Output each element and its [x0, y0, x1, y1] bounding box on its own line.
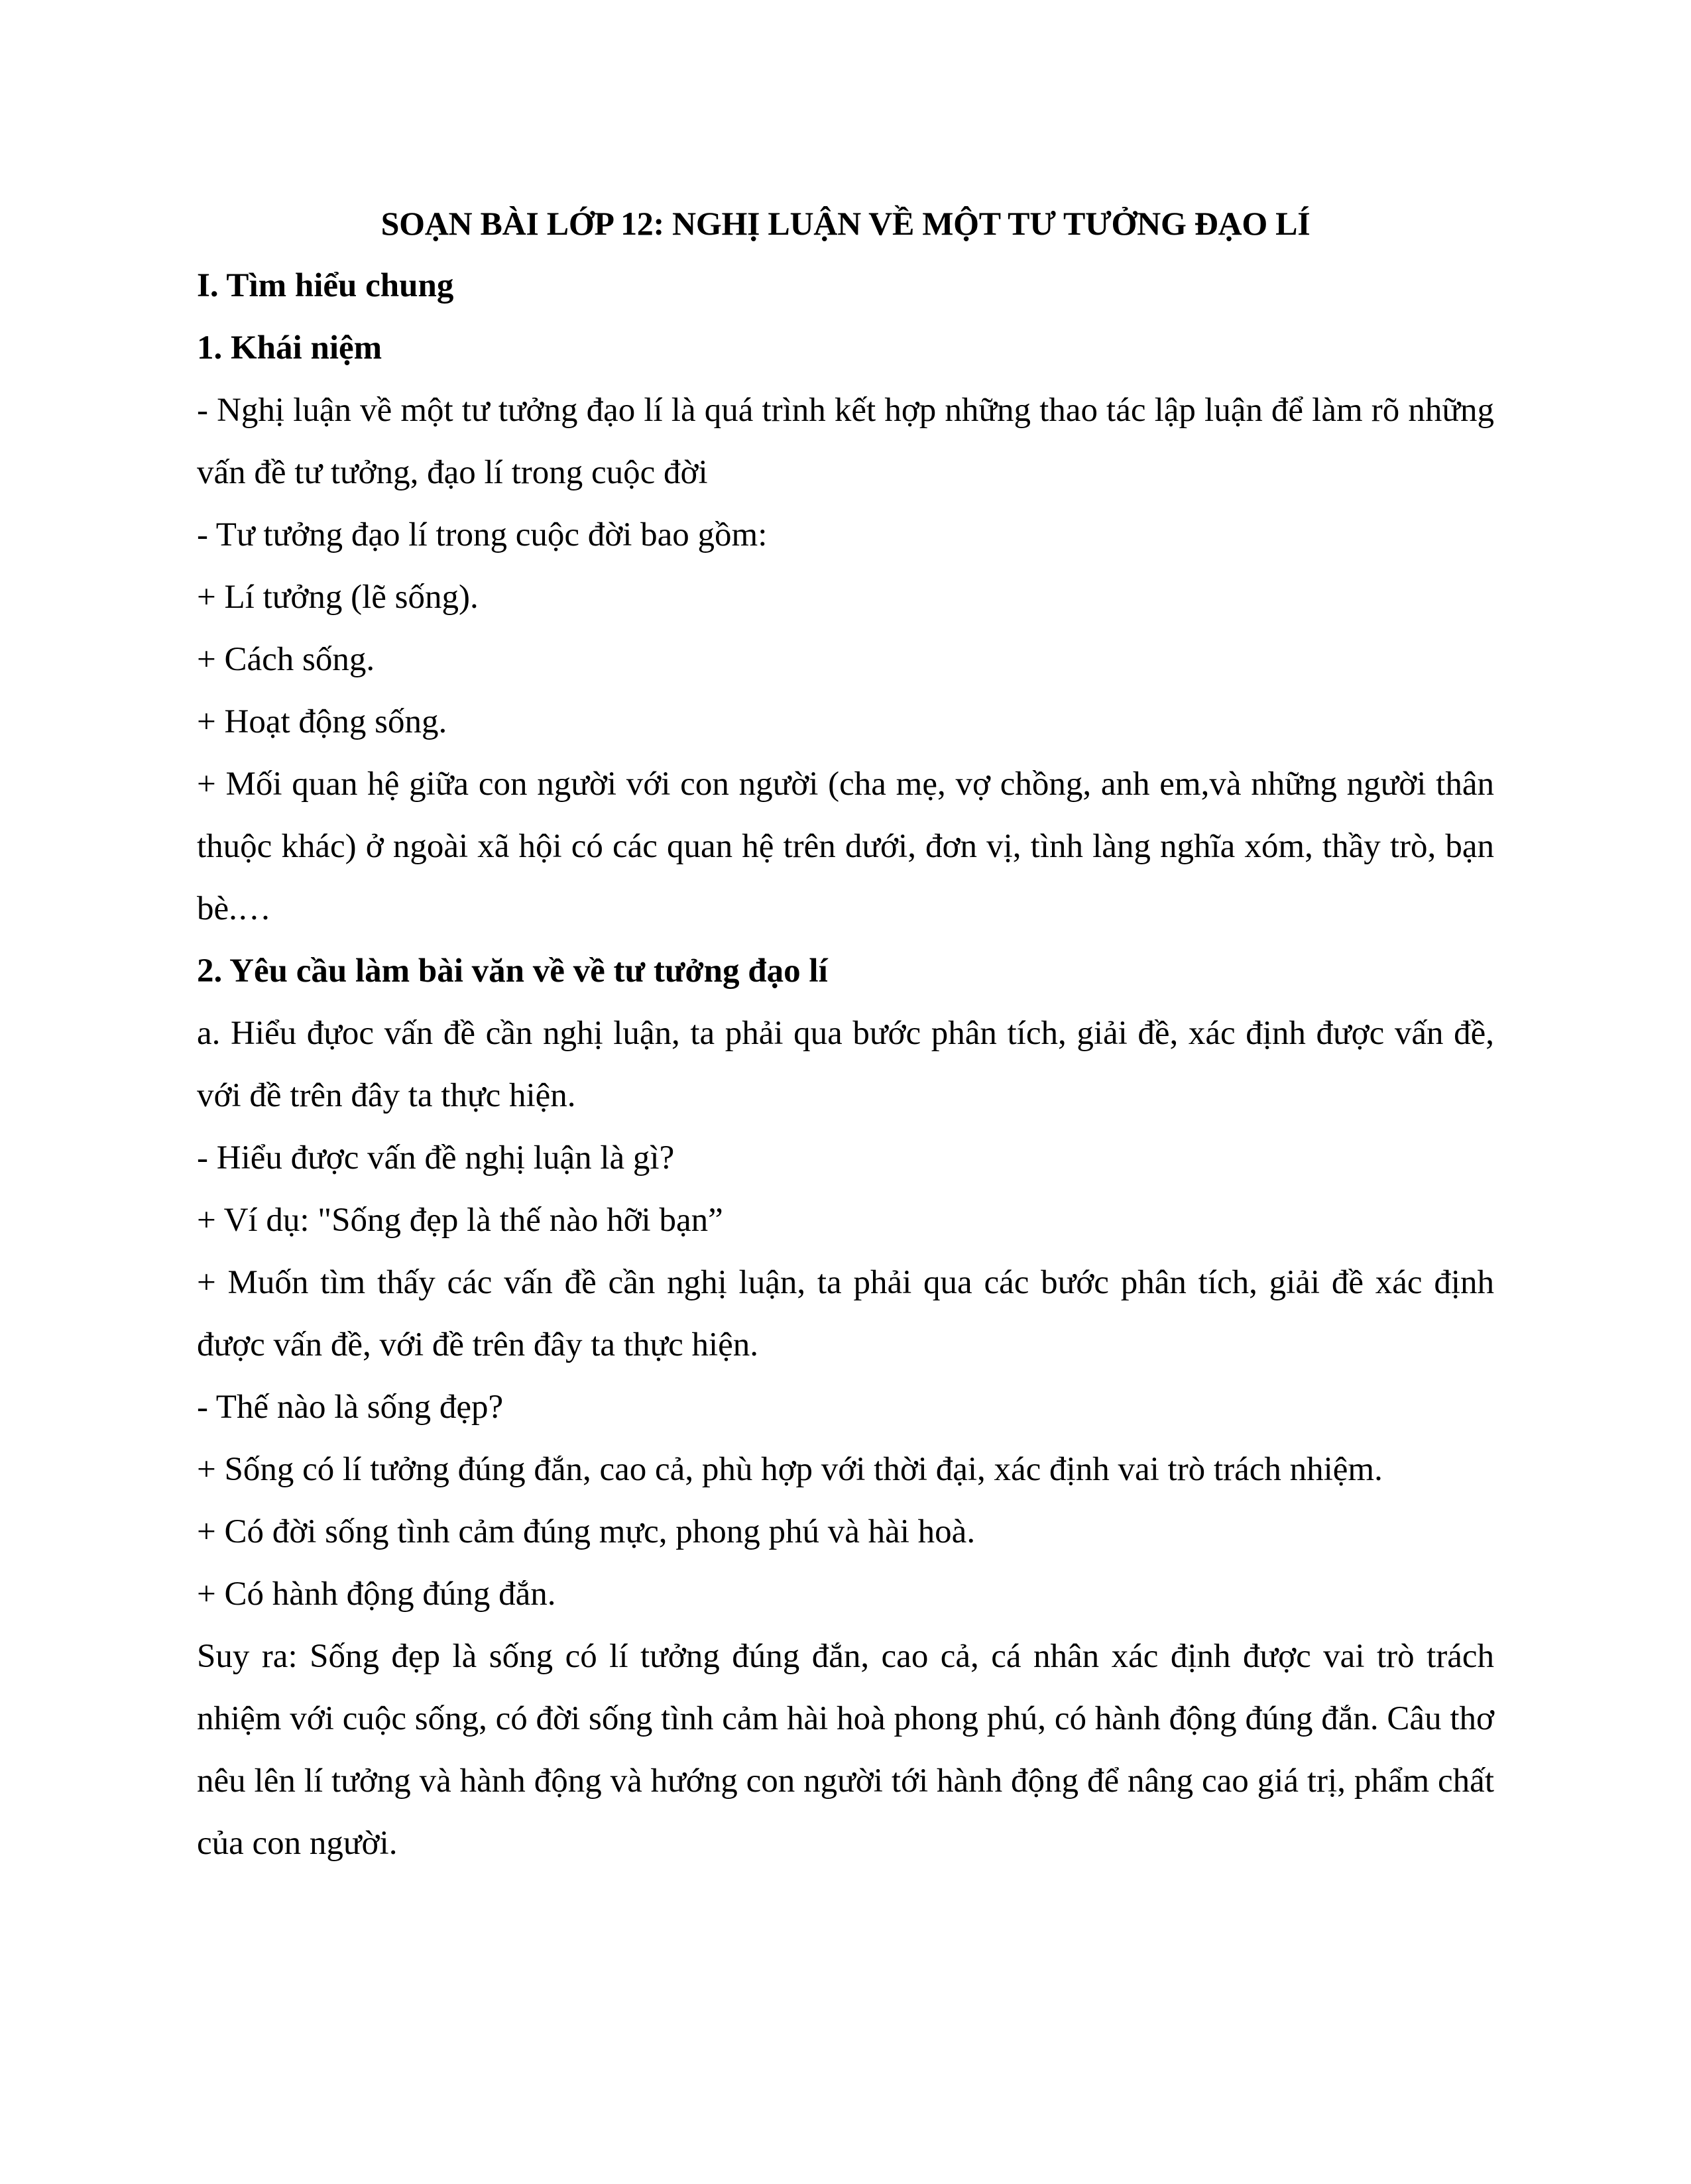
document-title: SOẠN BÀI LỚP 12: NGHỊ LUẬN VỀ MỘT TƯ TƯỞNG ĐẠO LÍ — [380, 205, 1311, 242]
list-item-ideal-right: + Sống có lí tưởng đúng đắn, cao cả, phù hợp với thời đại, xác định vai trò trách nhiệm. — [197, 1451, 1383, 1488]
list-item-right-action: + Có hành động đúng đắn. — [197, 1576, 556, 1613]
list-item-way-of-life: + Cách sống. — [197, 641, 375, 678]
list-item-relationships: + Mối quan hệ giữa con người với con người (cha mẹ, vợ chồng, anh em,và những người thân thuộc khác) ở ngoài xã hội có các quan hệ trên dưới, đơn vị, tình làng nghĩa xóm, thầy trò, bạn bè.… — [197, 766, 1494, 927]
section-heading: I. Tìm hiểu chung — [197, 267, 454, 304]
paragraph-definition: - Nghị luận về một tư tưởng đạo lí là quá trình kết hợp những thao tác lập luận để làm rõ những vấn đề tư tưởng, đạo lí trong cuộc đời — [197, 392, 1494, 491]
list-item-life-activity: + Hoạt động sống. — [197, 703, 447, 740]
document-body — [197, 192, 1494, 1874]
subsection-heading-concept: 1. Khái niệm — [197, 329, 382, 367]
paragraph-question: - Hiểu được vấn đề nghị luận là gì? — [197, 1139, 675, 1177]
list-item-emotional-life: + Có đời sống tình cảm đúng mực, phong phú và hài hoà. — [197, 1513, 976, 1550]
paragraph-what-is-living-beautifully: - Thế nào là sống đẹp? — [197, 1389, 504, 1426]
subsection-heading-requirements: 2. Yêu cầu làm bài văn về về tư tưởng đạo lí — [197, 952, 828, 990]
paragraph-understand-issue: a. Hiểu đựoc vấn đề cần nghị luận, ta phải qua bước phân tích, giải đề, xác định được vấn đề, với đề trên đây ta thực hiện. — [197, 1015, 1494, 1114]
list-item-example: + Ví dụ: "Sống đẹp là thế nào hỡi bạn” — [197, 1202, 723, 1239]
paragraph-conclusion: Suy ra: Sống đẹp là sống có lí tưởng đúng đắn, cao cả, cá nhân xác định được vai trò trách nhiệm với cuộc sống, có đời sống tình cảm hài hoà phong phú, có hành động đúng đắn. Câu thơ nêu lên lí tưởng và hành động và hướng con người tới hành động để nâng cao giá trị, phẩm chất của con người. — [197, 1638, 1494, 1862]
list-item-ideal: + Lí tưởng (lẽ sống). — [197, 579, 479, 616]
list-item-find-issue: + Muốn tìm thấy các vấn đề cần nghị luận, ta phải qua các bước phân tích, giải đề xác định được vấn đề, với đề trên đây ta thực hiện. — [197, 1264, 1494, 1363]
paragraph-includes: - Tư tưởng đạo lí trong cuộc đời bao gồm: — [197, 516, 768, 553]
